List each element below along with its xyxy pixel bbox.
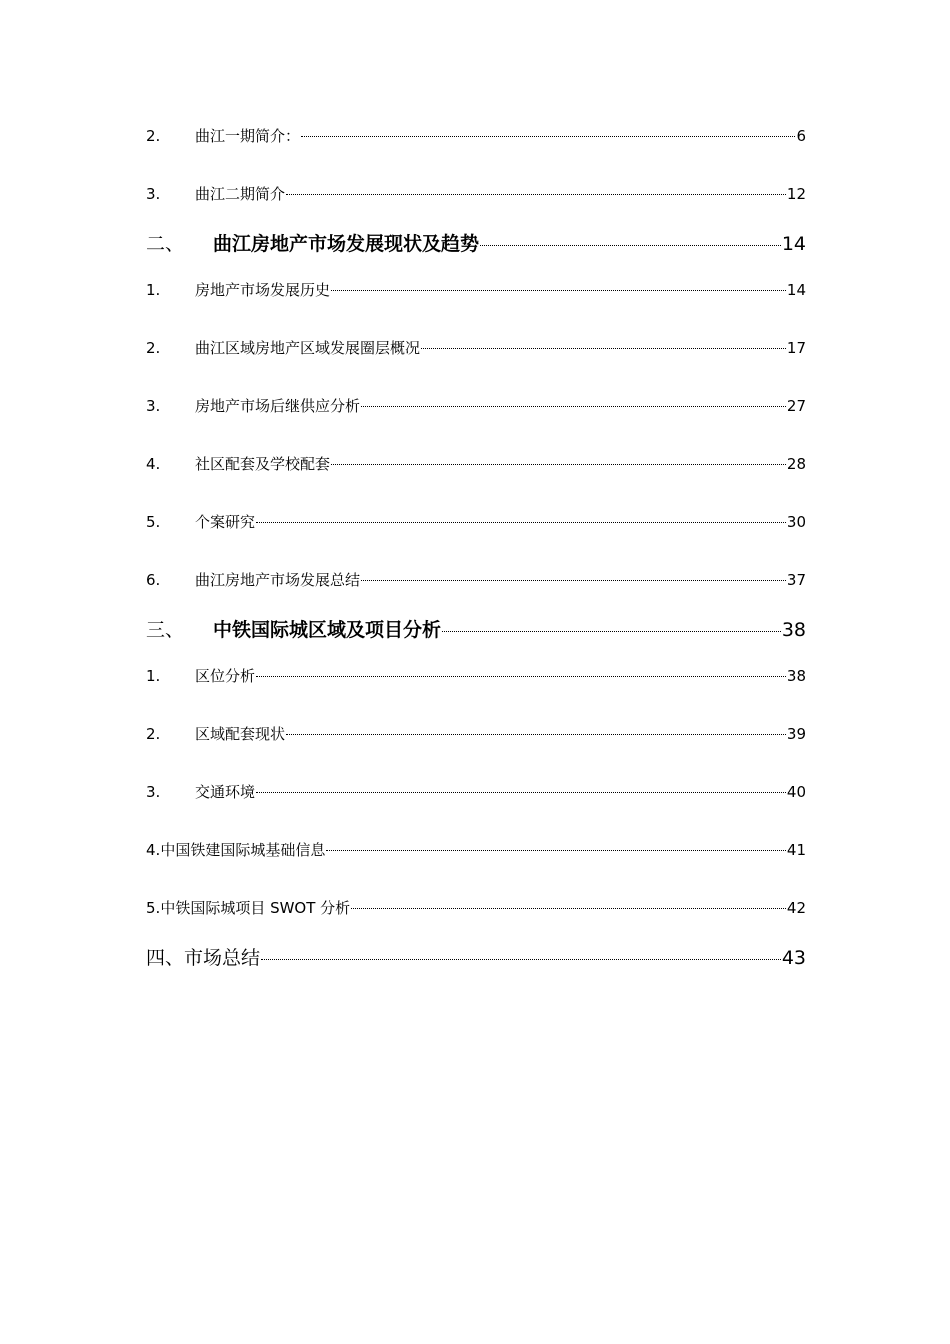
toc-entry-title: 曲江二期简介 xyxy=(195,185,286,203)
toc-entry[interactable] xyxy=(146,444,806,502)
toc-entry-number: 1. xyxy=(146,281,161,299)
toc-dot-leader xyxy=(331,290,786,291)
toc-section-number: 三、 xyxy=(146,619,185,641)
toc-entry-title: 曲江房地产市场发展总结 xyxy=(195,571,361,589)
toc-entry[interactable] xyxy=(146,328,806,386)
toc-section-heading[interactable] xyxy=(146,610,806,656)
toc-entry[interactable] xyxy=(146,830,806,888)
toc-entry-title: 交通环境 xyxy=(195,783,256,801)
toc-dot-leader xyxy=(351,908,786,909)
toc-section-page: 43 xyxy=(781,947,806,969)
toc-entry-title: 中铁国际城项目 SWOT 分析 xyxy=(160,899,351,917)
toc-section-page: 38 xyxy=(781,619,806,641)
toc-entry-page: 42 xyxy=(786,899,806,917)
toc-entry-number: 2. xyxy=(146,725,161,743)
toc-entry-title: 房地产市场后继供应分析 xyxy=(195,397,361,415)
toc-dot-leader xyxy=(361,580,786,581)
toc-entry-page: 28 xyxy=(786,455,806,473)
toc-dot-leader xyxy=(261,959,781,960)
toc-dot-leader xyxy=(361,406,786,407)
toc-entry-title: 社区配套及学校配套 xyxy=(195,455,331,473)
toc-entry[interactable] xyxy=(146,386,806,444)
toc-section-title: 中铁国际城区域及项目分析 xyxy=(213,619,442,641)
toc-entry[interactable] xyxy=(146,270,806,328)
toc-entry[interactable] xyxy=(146,772,806,830)
toc-entry-number: 3. xyxy=(146,185,161,203)
toc-entry-number: 5. xyxy=(146,899,161,917)
toc-entry-page: 14 xyxy=(786,281,806,299)
toc-entry-page: 6 xyxy=(796,127,806,145)
toc-entry-page: 30 xyxy=(786,513,806,531)
toc-entry-page: 12 xyxy=(786,185,806,203)
toc-entry-page: 17 xyxy=(786,339,806,357)
toc-entry-page: 38 xyxy=(786,667,806,685)
toc-entry-number: 4. xyxy=(146,455,161,473)
toc-dot-leader xyxy=(256,792,786,793)
toc-entry-title: 区域配套现状 xyxy=(195,725,286,743)
toc-section-page: 14 xyxy=(781,233,806,255)
toc-dot-leader xyxy=(326,850,786,851)
toc-entry[interactable] xyxy=(146,502,806,560)
toc-entry-title: 曲江区域房地产区域发展圈层概况 xyxy=(195,339,421,357)
toc-section-heading[interactable] xyxy=(146,224,806,270)
toc-entry[interactable] xyxy=(146,714,806,772)
toc-entry[interactable] xyxy=(146,116,806,174)
toc-entry-title: 区位分析 xyxy=(195,667,256,685)
toc-entry-title: 个案研究 xyxy=(195,513,256,531)
toc-section-number: 二、 xyxy=(146,233,185,255)
toc-entry-page: 37 xyxy=(786,571,806,589)
toc-entry-title: 曲江一期简介： xyxy=(195,127,301,145)
toc-section-title: 曲江房地产市场发展现状及趋势 xyxy=(213,233,480,255)
toc-entry-title: 房地产市场发展历史 xyxy=(195,281,331,299)
table-of-contents xyxy=(146,116,806,984)
toc-entry-number: 6. xyxy=(146,571,161,589)
toc-section-title: 四、市场总结 xyxy=(146,947,261,969)
toc-dot-leader xyxy=(331,464,786,465)
toc-section-heading[interactable] xyxy=(146,938,806,984)
toc-entry-number: 4. xyxy=(146,841,161,859)
toc-dot-leader xyxy=(256,676,786,677)
toc-entry-page: 39 xyxy=(786,725,806,743)
toc-entry-number: 5. xyxy=(146,513,161,531)
toc-entry[interactable] xyxy=(146,656,806,714)
toc-dot-leader xyxy=(256,522,786,523)
toc-dot-leader xyxy=(442,631,781,632)
toc-entry-page: 41 xyxy=(786,841,806,859)
toc-entry-number: 1. xyxy=(146,667,161,685)
toc-entry-page: 27 xyxy=(786,397,806,415)
toc-dot-leader xyxy=(286,194,786,195)
toc-dot-leader xyxy=(286,734,786,735)
toc-entry-number: 3. xyxy=(146,783,161,801)
toc-dot-leader xyxy=(480,245,781,246)
toc-entry-title: 中国铁建国际城基础信息 xyxy=(160,841,326,859)
toc-dot-leader xyxy=(421,348,786,349)
toc-entry-number: 3. xyxy=(146,397,161,415)
toc-entry-number: 2. xyxy=(146,339,161,357)
toc-entry-page: 40 xyxy=(786,783,806,801)
toc-entry-number: 2. xyxy=(146,127,161,145)
toc-dot-leader xyxy=(301,136,795,137)
